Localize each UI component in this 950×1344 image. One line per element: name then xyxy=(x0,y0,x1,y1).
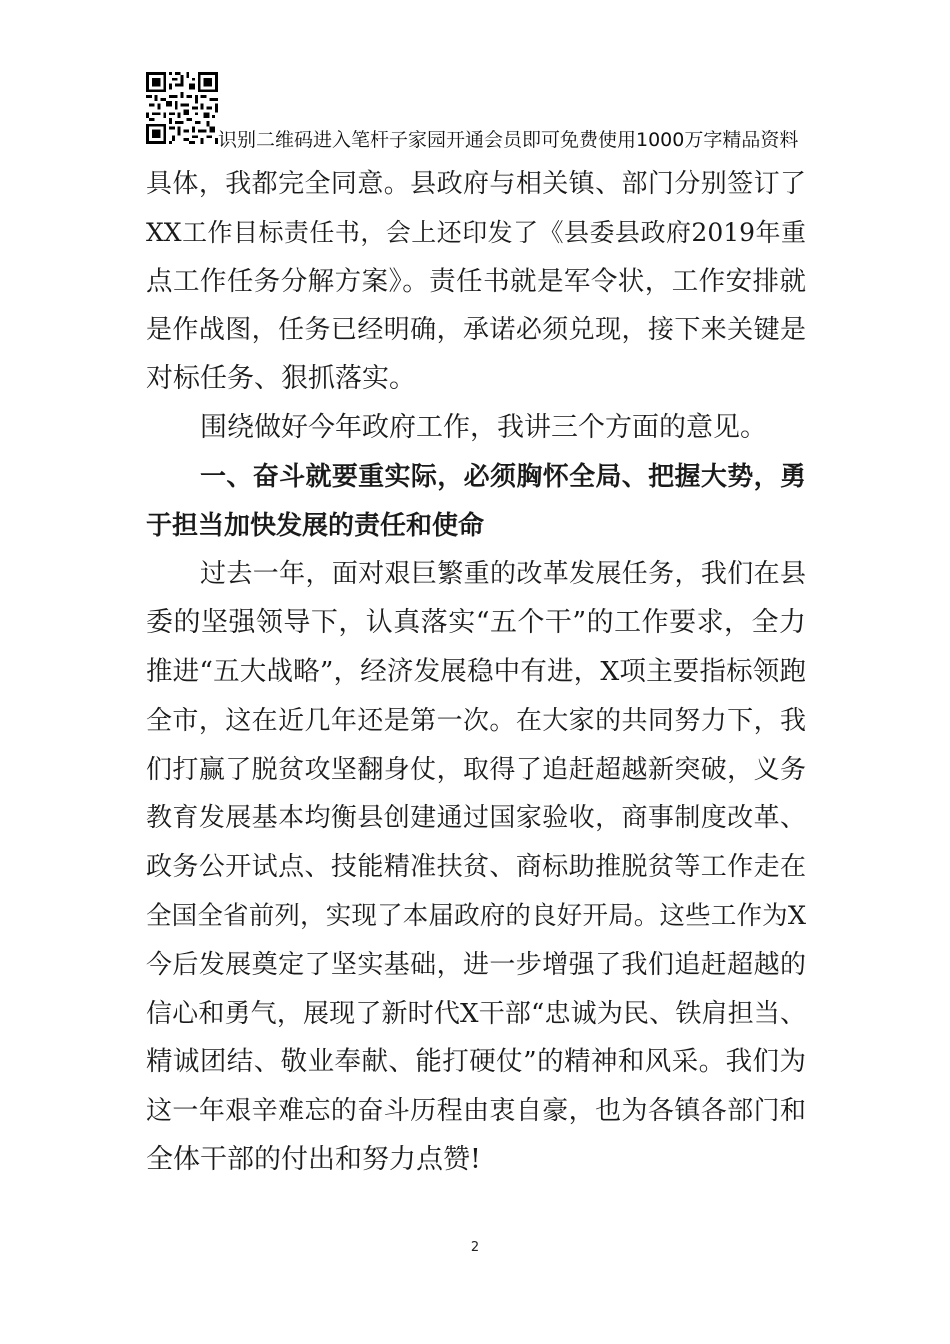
body-line: 是作战图，任务已经明确，承诺必须兑现，接下来关键是 xyxy=(146,315,806,346)
body-line: 推进“五大战略”，经济发展稳中有进，X项主要指标领跑 xyxy=(146,655,806,687)
body-line: 委的坚强领导下，认真落实“五个干”的工作要求，全力 xyxy=(146,607,806,639)
section-heading-line: 于担当加快发展的责任和使命 xyxy=(146,510,485,541)
body-line: XX工作目标责任书，会上还印发了《县委县政府2019年重 xyxy=(146,217,806,247)
body-line: 们打赢了脱贫攻坚翻身仗，取得了追赶超越新突破，义务 xyxy=(146,754,806,785)
section-heading-line: 一、奋斗就要重实际，必须胸怀全局、把握大势，勇 xyxy=(200,461,806,492)
body-line: 对标任务、狠抓落实。 xyxy=(146,363,416,395)
document-body xyxy=(146,160,806,1185)
body-line: 过去一年，面对艰巨繁重的改革发展任务，我们在县 xyxy=(200,559,806,590)
body-line: 全体干部的付出和努力点赞! xyxy=(146,1143,481,1175)
body-line: 信心和勇气，展现了新时代X干部“忠诚为民、铁肩担当、 xyxy=(146,998,806,1029)
body-line: 这一年艰辛难忘的奋斗历程由衷自豪，也为各镇各部门和 xyxy=(146,1096,806,1127)
body-line: 全市，这在近几年还是第一次。在大家的共同努力下，我 xyxy=(146,705,806,736)
body-line: 政务公开试点、技能精准扶贫、商标助推脱贫等工作走在 xyxy=(146,852,806,883)
promo-banner-text: 识别二维码进入笔杆子家园开通会员即可免费使用1000万字精品资料 xyxy=(218,129,799,151)
qr-code-icon xyxy=(146,72,218,144)
body-line: 点工作任务分解方案》。责任书就是军令状，工作安排就 xyxy=(146,265,806,297)
body-line: 具体，我都完全同意。县政府与相关镇、部门分别签订了 xyxy=(146,169,806,199)
body-line: 教育发展基本均衡县创建通过国家验收，商事制度改革、 xyxy=(146,803,806,834)
body-line: 今后发展奠定了坚实基础，进一步增强了我们追赶超越的 xyxy=(146,949,806,980)
page-number: 2 xyxy=(470,1240,480,1255)
body-line: 精诚团结、敬业奉献、能打硬仗”的精神和风采。我们为 xyxy=(146,1046,806,1078)
body-line: 全国全省前列，实现了本届政府的良好开局。这些工作为X xyxy=(146,900,806,931)
body-line: 围绕做好今年政府工作，我讲三个方面的意见。 xyxy=(200,411,767,443)
